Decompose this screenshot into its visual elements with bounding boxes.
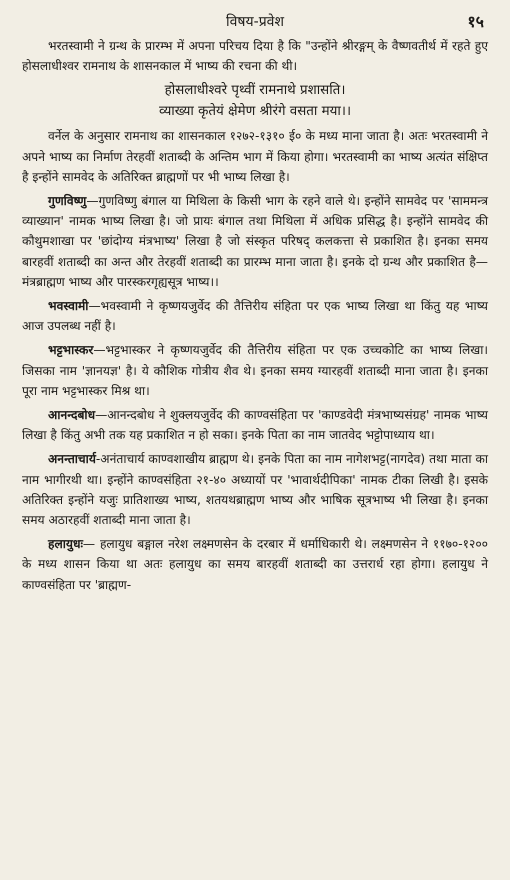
verse-line: व्याख्या कृतेयं क्षेमेण श्रीरंगे वसता मया।। xyxy=(158,104,352,120)
paragraph-bhattabhaskar xyxy=(22,340,488,401)
entry-term: हलायुधः xyxy=(48,537,83,552)
verse-line: होसलाधीश्वरे पृथ्वीं रामनाथे प्रशासति। xyxy=(164,83,346,99)
paragraph-bhavaswami xyxy=(22,296,488,336)
entry-text: -अनंताचार्य काण्वशाखीय ब्राह्मण थे। इनके पिता का नाम नागेशभट्ट(नागदेव) तथा माता का नाम भागीरथी था। इन्होंने काण्वसंहिता २१-४० अध्यायों पर 'भावार्थदीपिका' नामक टीका लिखी है। इसके अतिरिक्त इन्होंने यजुः प्रातिशाख्य भाष्य, शतयथब्राह्मण भाष्य और भाषिक सूत्रभाष्य भी लिखा है। इनका समय अठारहवीं शताब्दी माना जाता है। xyxy=(22,452,488,528)
entry-text: —आनन्दबोध ने शुक्लयजुर्वेद की काण्वसंहिता पर 'काण्डवेदी मंत्रभाष्यसंग्रह' नामक भाष्य लिखा है किंतु अभी तक यह प्रकाशित न हो सका। इनके पिता का नाम जातवेद भट्टोपाध्याय था। xyxy=(22,408,488,443)
running-title: विषय-प्रवेश xyxy=(226,14,284,30)
entry-text: —गुणविष्णु बंगाल या मिथिला के किसी भाग के रहने वाले थे। इन्होंने सामवेद पर 'साममन्त्र व्याख्यान' नामक भाष्य लिखा है। जो प्रायः बंगाल तथा मिथिला में अधिक प्रसिद्ध है। इन्होंने सामवेद की कौथुमशाखा पर 'छांदोग्य मंत्रभाष्य' लिखा है जो संस्कृत परिषद् कलकत्ता से प्रकाशित है। इनका समय बारहवीं शताब्दी का अन्त और तेरहवीं शताब्दी का प्रारम्भ माना जाता है। इनके दो ग्रन्थ और प्रकाशित है—मंत्रब्राह्मण भाष्य और पारस्करगृह्यसूत्र भाष्य।। xyxy=(22,194,488,289)
entry-term: अनन्ताचार्य xyxy=(48,452,96,467)
page-header xyxy=(22,10,488,36)
paragraph-anantacharya xyxy=(22,449,488,530)
entry-term: आनन्दबोध xyxy=(48,408,96,423)
paragraph-gunavishnu xyxy=(22,191,488,292)
paragraph-burnell xyxy=(22,126,488,187)
sanskrit-verse xyxy=(22,80,488,122)
entry-term: गुणविष्णु xyxy=(48,194,87,209)
paragraph-anandabodh xyxy=(22,405,488,445)
paragraph-halayudh xyxy=(22,534,488,595)
page-number: १५ xyxy=(467,12,484,31)
entry-text: —भट्टभास्कर ने कृष्णयजुर्वेद की तैत्तिरीय संहिता पर एक उच्चकोटि का भाष्य लिखा। जिसका नाम 'ज्ञानयज्ञ' है। ये कौशिक गोत्रीय शैव थे। इनका समय ग्यारहवीं शताब्दी माना जाता है। इनका पूरा नाम भट्टभास्कर मिश्र था। xyxy=(22,343,488,398)
entry-term: भवस्वामी xyxy=(48,299,89,314)
entry-text: — हलायुध बङ्गाल नरेश लक्ष्मणसेन के दरबार में धर्माधिकारी थे। लक्ष्मणसेन ने ११७०-१२०० के मध्य शासन किया था अतः हलायुध का समय बारहवीं शताब्दी का उत्तरार्ध रहा होगा। हलायुध ने काण्वसंहिता पर 'ब्राह्मण- xyxy=(22,537,488,592)
paragraph-text: वर्नेल के अनुसार रामनाथ का शासनकाल १२७२-१३१० ई० के मध्य माना जाता है। अतः भरतस्वामी ने अपने भाष्य का निर्माण तेरहवीं शताब्दी के अन्तिम भाग में किया होगा। भरतस्वामी का भाष्य अत्यंत संक्षिप्त है इन्होंने सामवेद के अतिरिक्त ब्राह्मणों पर भी भाष्य लिखा है। xyxy=(22,129,488,184)
entry-term: भट्टभास्कर xyxy=(48,343,94,358)
entry-text: —भवस्वामी ने कृष्णयजुर्वेद की तैत्तिरीय संहिता पर एक भाष्य लिखा था किंतु यह भाष्य आज उपलब्ध नहीं है। xyxy=(22,299,488,334)
intro-paragraph: भरतस्वामी ने ग्रन्थ के प्रारम्भ में अपना परिचय दिया है कि "उन्होंने श्रीरङ्गम् के वैष्णवतीर्थ में रहते हुए होसलाधीश्वर रामनाथ के शासनकाल में भाष्य की रचना की थी। xyxy=(22,39,488,74)
